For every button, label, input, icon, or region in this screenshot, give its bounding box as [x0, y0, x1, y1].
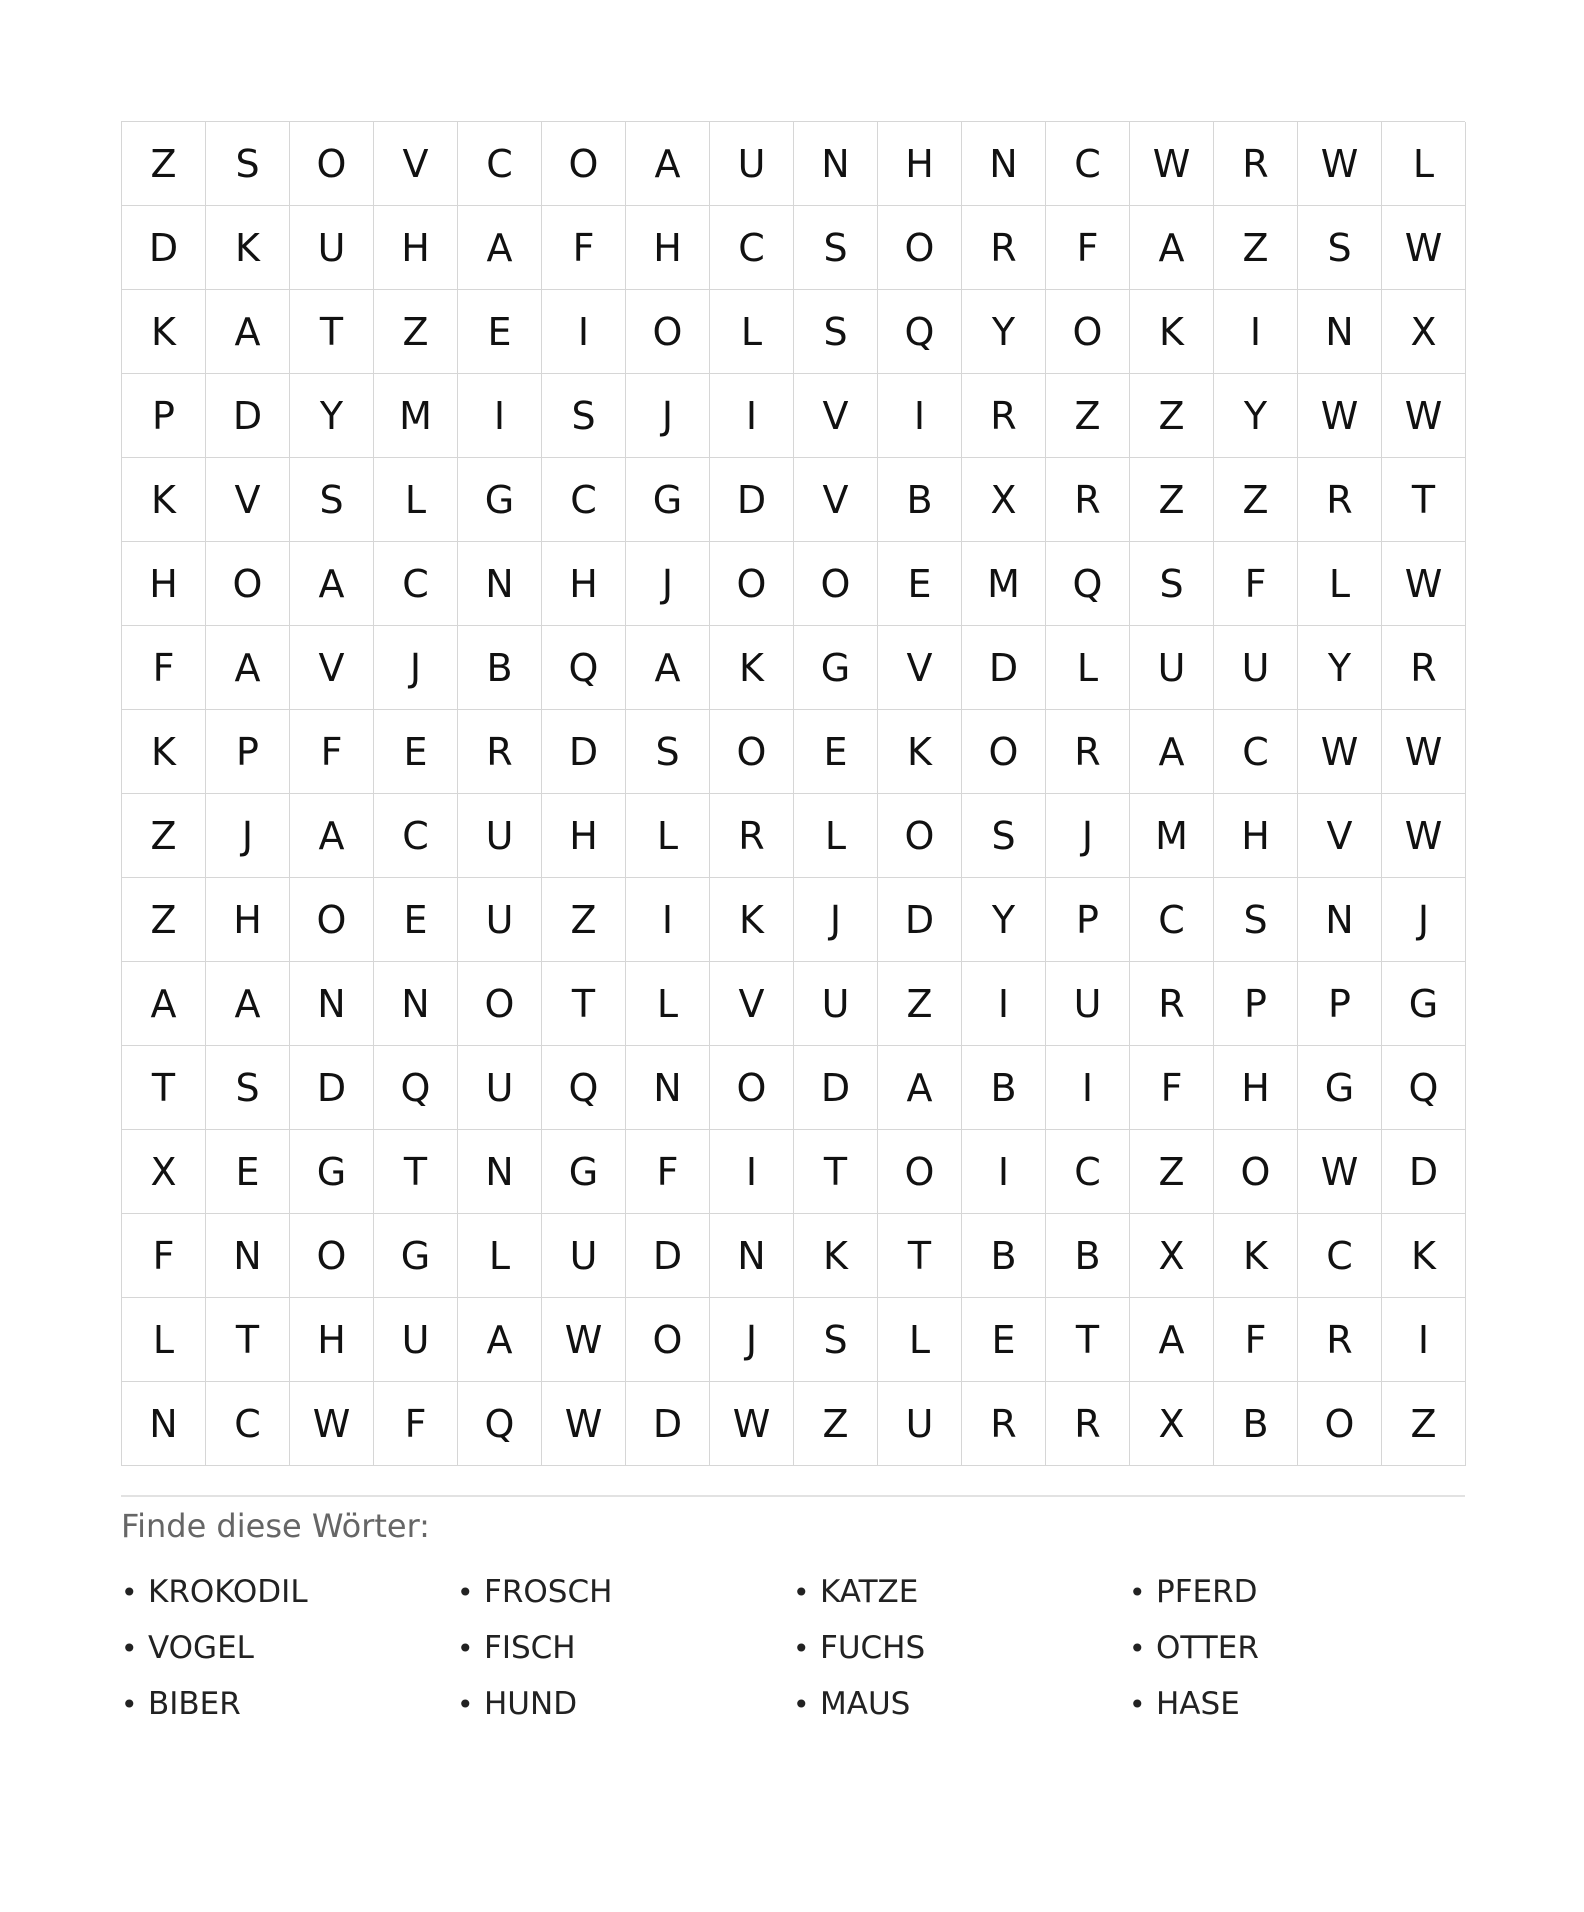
- grid-cell[interactable]: G: [542, 1130, 626, 1214]
- grid-cell[interactable]: T: [122, 1046, 206, 1130]
- grid-cell[interactable]: K: [122, 710, 206, 794]
- grid-cell[interactable]: M: [962, 542, 1046, 626]
- grid-cell[interactable]: C: [1130, 878, 1214, 962]
- word-label: FISCH: [484, 1630, 576, 1666]
- grid-cell[interactable]: T: [878, 1214, 962, 1298]
- grid-cell[interactable]: A: [626, 626, 710, 710]
- grid-cell[interactable]: L: [794, 794, 878, 878]
- bullet-icon: •: [457, 1687, 474, 1721]
- grid-cell[interactable]: C: [542, 458, 626, 542]
- grid-cell[interactable]: A: [206, 626, 290, 710]
- grid-cell[interactable]: R: [962, 1382, 1046, 1466]
- grid-cell[interactable]: O: [290, 1214, 374, 1298]
- grid-cell[interactable]: R: [1298, 458, 1382, 542]
- grid-cell[interactable]: C: [1214, 710, 1298, 794]
- grid-cell[interactable]: Z: [122, 122, 206, 206]
- grid-cell[interactable]: C: [710, 206, 794, 290]
- grid-cell[interactable]: G: [1382, 962, 1466, 1046]
- grid-cell[interactable]: J: [206, 794, 290, 878]
- grid-cell[interactable]: Z: [542, 878, 626, 962]
- grid-cell[interactable]: I: [626, 878, 710, 962]
- grid-cell[interactable]: A: [1130, 1298, 1214, 1382]
- grid-cell[interactable]: V: [374, 122, 458, 206]
- grid-cell[interactable]: G: [794, 626, 878, 710]
- grid-cell[interactable]: J: [1046, 794, 1130, 878]
- grid-cell[interactable]: R: [1046, 710, 1130, 794]
- grid-cell[interactable]: S: [542, 374, 626, 458]
- grid-cell[interactable]: K: [1382, 1214, 1466, 1298]
- word-list-item: [121, 1564, 457, 1620]
- grid-cell[interactable]: X: [1382, 290, 1466, 374]
- grid-cell[interactable]: E: [374, 878, 458, 962]
- grid-cell[interactable]: Q: [542, 626, 626, 710]
- grid-cell[interactable]: L: [1046, 626, 1130, 710]
- grid-cell[interactable]: S: [206, 122, 290, 206]
- grid-cell[interactable]: A: [458, 1298, 542, 1382]
- grid-cell[interactable]: D: [626, 1214, 710, 1298]
- bullet-icon: •: [121, 1687, 138, 1721]
- word-search-puzzle: [121, 121, 1465, 1732]
- grid-cell[interactable]: W: [1298, 710, 1382, 794]
- grid-cell[interactable]: C: [374, 542, 458, 626]
- word-label: KROKODIL: [148, 1574, 308, 1610]
- grid-cell[interactable]: S: [626, 710, 710, 794]
- grid-cell[interactable]: W: [1298, 122, 1382, 206]
- grid-cell[interactable]: I: [1382, 1298, 1466, 1382]
- grid-cell[interactable]: O: [1214, 1130, 1298, 1214]
- word-label: MAUS: [820, 1686, 911, 1722]
- grid-cell[interactable]: X: [962, 458, 1046, 542]
- grid-cell[interactable]: L: [122, 1298, 206, 1382]
- grid-cell[interactable]: I: [962, 1130, 1046, 1214]
- grid-cell[interactable]: Z: [1382, 1382, 1466, 1466]
- bullet-icon: •: [457, 1575, 474, 1609]
- grid-cell[interactable]: Y: [290, 374, 374, 458]
- grid-cell[interactable]: W: [542, 1382, 626, 1466]
- grid-cell[interactable]: R: [1382, 626, 1466, 710]
- grid-cell[interactable]: G: [290, 1130, 374, 1214]
- grid-cell[interactable]: D: [962, 626, 1046, 710]
- grid-cell[interactable]: N: [206, 1214, 290, 1298]
- grid-cell[interactable]: Z: [1214, 206, 1298, 290]
- word-list-item: [457, 1564, 793, 1620]
- grid-cell[interactable]: N: [1298, 290, 1382, 374]
- grid-cell[interactable]: Z: [1130, 1130, 1214, 1214]
- grid-cell[interactable]: A: [458, 206, 542, 290]
- grid-cell[interactable]: A: [290, 542, 374, 626]
- word-list-title: Finde diese Wörter:: [121, 1507, 430, 1545]
- grid-cell[interactable]: A: [290, 794, 374, 878]
- grid-cell[interactable]: F: [1130, 1046, 1214, 1130]
- grid-cell[interactable]: S: [794, 290, 878, 374]
- grid-cell[interactable]: A: [122, 962, 206, 1046]
- grid-cell[interactable]: E: [458, 290, 542, 374]
- grid-cell[interactable]: N: [962, 122, 1046, 206]
- grid-cell[interactable]: J: [710, 1298, 794, 1382]
- word-label: BIBER: [148, 1686, 241, 1722]
- grid-cell[interactable]: W: [1298, 1130, 1382, 1214]
- word-list-item: [121, 1676, 457, 1732]
- grid-cell[interactable]: R: [1214, 122, 1298, 206]
- grid-cell[interactable]: B: [878, 458, 962, 542]
- grid-cell[interactable]: U: [878, 1382, 962, 1466]
- grid-cell[interactable]: H: [878, 122, 962, 206]
- bullet-icon: •: [1129, 1687, 1146, 1721]
- word-list-item: [1129, 1676, 1465, 1732]
- grid-cell[interactable]: Z: [1214, 458, 1298, 542]
- word-list-item: [1129, 1620, 1465, 1676]
- grid-cell[interactable]: U: [710, 122, 794, 206]
- grid-cell[interactable]: Z: [794, 1382, 878, 1466]
- grid-cell[interactable]: T: [1382, 458, 1466, 542]
- grid-cell[interactable]: L: [1298, 542, 1382, 626]
- grid-cell[interactable]: W: [1382, 374, 1466, 458]
- grid-cell[interactable]: F: [1214, 542, 1298, 626]
- grid-cell[interactable]: I: [458, 374, 542, 458]
- grid-cell[interactable]: K: [794, 1214, 878, 1298]
- grid-cell[interactable]: K: [1130, 290, 1214, 374]
- grid-cell[interactable]: X: [1130, 1382, 1214, 1466]
- grid-cell[interactable]: V: [794, 458, 878, 542]
- word-list-item: [457, 1676, 793, 1732]
- grid-cell[interactable]: R: [962, 374, 1046, 458]
- word-list: [121, 1564, 1465, 1732]
- grid-cell[interactable]: U: [458, 1046, 542, 1130]
- grid-cell[interactable]: Q: [878, 290, 962, 374]
- grid-cell[interactable]: E: [962, 1298, 1046, 1382]
- grid-cell[interactable]: T: [794, 1130, 878, 1214]
- grid-cell[interactable]: L: [458, 1214, 542, 1298]
- grid-cell[interactable]: F: [122, 626, 206, 710]
- grid-cell[interactable]: J: [794, 878, 878, 962]
- grid-cell[interactable]: E: [878, 542, 962, 626]
- grid-cell[interactable]: X: [122, 1130, 206, 1214]
- grid-cell[interactable]: Q: [1046, 542, 1130, 626]
- grid-cell[interactable]: R: [1046, 1382, 1130, 1466]
- grid-cell[interactable]: U: [542, 1214, 626, 1298]
- grid-cell[interactable]: D: [1382, 1130, 1466, 1214]
- grid-cell[interactable]: R: [962, 206, 1046, 290]
- grid-cell[interactable]: J: [626, 374, 710, 458]
- bullet-icon: •: [1129, 1631, 1146, 1665]
- grid-cell[interactable]: G: [626, 458, 710, 542]
- grid-cell[interactable]: H: [1214, 794, 1298, 878]
- grid-cell[interactable]: T: [290, 290, 374, 374]
- grid-cell[interactable]: Y: [962, 878, 1046, 962]
- grid-cell[interactable]: H: [626, 206, 710, 290]
- grid-cell[interactable]: D: [542, 710, 626, 794]
- grid-cell[interactable]: N: [794, 122, 878, 206]
- word-label: PFERD: [1156, 1574, 1258, 1610]
- grid-cell[interactable]: N: [122, 1382, 206, 1466]
- grid-cell[interactable]: W: [542, 1298, 626, 1382]
- grid-cell[interactable]: I: [962, 962, 1046, 1046]
- grid-cell[interactable]: E: [794, 710, 878, 794]
- bullet-icon: •: [793, 1687, 810, 1721]
- grid-cell[interactable]: O: [878, 206, 962, 290]
- word-list-item: [121, 1620, 457, 1676]
- word-label: VOGEL: [148, 1630, 254, 1666]
- grid-cell[interactable]: E: [206, 1130, 290, 1214]
- grid-cell[interactable]: W: [1382, 206, 1466, 290]
- grid-cell[interactable]: H: [122, 542, 206, 626]
- grid-cell[interactable]: B: [1046, 1214, 1130, 1298]
- grid-cell[interactable]: T: [374, 1130, 458, 1214]
- grid-cell[interactable]: O: [542, 122, 626, 206]
- grid-cell[interactable]: E: [374, 710, 458, 794]
- grid-cell[interactable]: S: [794, 1298, 878, 1382]
- bullet-icon: •: [121, 1631, 138, 1665]
- grid-cell[interactable]: P: [1046, 878, 1130, 962]
- grid-cell[interactable]: I: [1214, 290, 1298, 374]
- grid-cell[interactable]: N: [290, 962, 374, 1046]
- grid-cell[interactable]: H: [206, 878, 290, 962]
- grid-cell[interactable]: O: [206, 542, 290, 626]
- grid-cell[interactable]: O: [710, 1046, 794, 1130]
- grid-cell[interactable]: V: [290, 626, 374, 710]
- grid-cell[interactable]: R: [1046, 458, 1130, 542]
- grid-cell[interactable]: H: [542, 794, 626, 878]
- grid-cell[interactable]: K: [122, 458, 206, 542]
- grid-cell[interactable]: R: [710, 794, 794, 878]
- grid-cell[interactable]: O: [710, 542, 794, 626]
- grid-cell[interactable]: L: [626, 962, 710, 1046]
- grid-cell[interactable]: U: [458, 794, 542, 878]
- word-label: FUCHS: [820, 1630, 926, 1666]
- grid-cell[interactable]: O: [710, 710, 794, 794]
- grid-cell[interactable]: R: [1298, 1298, 1382, 1382]
- grid-cell[interactable]: L: [626, 794, 710, 878]
- grid-cell[interactable]: Z: [878, 962, 962, 1046]
- grid-cell[interactable]: Z: [1130, 374, 1214, 458]
- grid-cell[interactable]: W: [1382, 542, 1466, 626]
- grid-cell[interactable]: K: [878, 710, 962, 794]
- grid-cell[interactable]: C: [206, 1382, 290, 1466]
- grid-cell[interactable]: D: [626, 1382, 710, 1466]
- grid-cell[interactable]: W: [290, 1382, 374, 1466]
- grid-cell[interactable]: O: [458, 962, 542, 1046]
- grid-cell[interactable]: D: [710, 458, 794, 542]
- grid-cell[interactable]: O: [626, 1298, 710, 1382]
- grid-cell[interactable]: F: [542, 206, 626, 290]
- grid-cell[interactable]: I: [710, 374, 794, 458]
- grid-cell[interactable]: A: [206, 962, 290, 1046]
- grid-cell[interactable]: C: [1046, 122, 1130, 206]
- grid-cell[interactable]: K: [710, 878, 794, 962]
- grid-cell[interactable]: X: [1130, 1214, 1214, 1298]
- grid-cell[interactable]: P: [206, 710, 290, 794]
- grid-cell[interactable]: I: [710, 1130, 794, 1214]
- grid-cell[interactable]: V: [1298, 794, 1382, 878]
- grid-cell[interactable]: I: [542, 290, 626, 374]
- grid-cell[interactable]: F: [626, 1130, 710, 1214]
- grid-cell[interactable]: M: [374, 374, 458, 458]
- grid-cell[interactable]: G: [1298, 1046, 1382, 1130]
- word-list-item: [793, 1676, 1129, 1732]
- word-label: FROSCH: [484, 1574, 613, 1610]
- grid-cell[interactable]: W: [1130, 122, 1214, 206]
- grid-cell[interactable]: S: [794, 206, 878, 290]
- grid-cell[interactable]: Z: [1046, 374, 1130, 458]
- grid-cell[interactable]: P: [122, 374, 206, 458]
- grid-cell[interactable]: B: [962, 1214, 1046, 1298]
- grid-cell[interactable]: A: [206, 290, 290, 374]
- grid-cell[interactable]: W: [1298, 374, 1382, 458]
- grid-cell[interactable]: A: [878, 1046, 962, 1130]
- grid-cell[interactable]: A: [1130, 206, 1214, 290]
- word-list-item: [457, 1620, 793, 1676]
- grid-cell[interactable]: V: [794, 374, 878, 458]
- grid-cell[interactable]: Z: [374, 290, 458, 374]
- grid-cell[interactable]: N: [1298, 878, 1382, 962]
- grid-cell[interactable]: S: [1298, 206, 1382, 290]
- grid-cell[interactable]: Q: [542, 1046, 626, 1130]
- grid-cell[interactable]: I: [1046, 1046, 1130, 1130]
- grid-cell[interactable]: S: [290, 458, 374, 542]
- grid-cell[interactable]: H: [542, 542, 626, 626]
- bullet-icon: •: [793, 1631, 810, 1665]
- grid-cell[interactable]: R: [1130, 962, 1214, 1046]
- grid-cell[interactable]: Q: [458, 1382, 542, 1466]
- grid-cell[interactable]: V: [710, 962, 794, 1046]
- grid-cell[interactable]: G: [458, 458, 542, 542]
- grid-cell[interactable]: W: [1382, 710, 1466, 794]
- grid-cell[interactable]: U: [1214, 626, 1298, 710]
- grid-cell[interactable]: C: [374, 794, 458, 878]
- grid-cell[interactable]: F: [122, 1214, 206, 1298]
- grid-cell[interactable]: F: [290, 710, 374, 794]
- grid-cell[interactable]: O: [626, 290, 710, 374]
- grid-cell[interactable]: K: [206, 206, 290, 290]
- grid-cell[interactable]: O: [1298, 1382, 1382, 1466]
- grid-cell[interactable]: W: [710, 1382, 794, 1466]
- grid-cell[interactable]: S: [1130, 542, 1214, 626]
- grid-cell[interactable]: O: [290, 122, 374, 206]
- grid-cell[interactable]: U: [1130, 626, 1214, 710]
- grid-cell[interactable]: P: [1214, 962, 1298, 1046]
- grid-cell[interactable]: C: [1046, 1130, 1130, 1214]
- grid-cell[interactable]: N: [626, 1046, 710, 1130]
- grid-cell[interactable]: K: [710, 626, 794, 710]
- grid-cell[interactable]: U: [794, 962, 878, 1046]
- grid-cell[interactable]: O: [290, 878, 374, 962]
- grid-cell[interactable]: S: [1214, 878, 1298, 962]
- grid-cell[interactable]: G: [374, 1214, 458, 1298]
- grid-cell[interactable]: O: [878, 794, 962, 878]
- grid-cell[interactable]: C: [458, 122, 542, 206]
- grid-cell[interactable]: F: [1214, 1298, 1298, 1382]
- grid-cell[interactable]: Z: [122, 794, 206, 878]
- grid-cell[interactable]: N: [458, 542, 542, 626]
- grid-cell[interactable]: D: [794, 1046, 878, 1130]
- word-label: KATZE: [820, 1574, 919, 1610]
- grid-cell[interactable]: M: [1130, 794, 1214, 878]
- word-list-item: [1129, 1564, 1465, 1620]
- grid-cell[interactable]: Q: [1382, 1046, 1466, 1130]
- grid-cell[interactable]: L: [374, 458, 458, 542]
- divider: [121, 1495, 1465, 1497]
- grid-cell[interactable]: F: [1046, 206, 1130, 290]
- grid-cell[interactable]: Q: [374, 1046, 458, 1130]
- grid-cell[interactable]: L: [878, 1298, 962, 1382]
- grid-cell[interactable]: P: [1298, 962, 1382, 1046]
- grid-cell[interactable]: A: [626, 122, 710, 206]
- bullet-icon: •: [457, 1631, 474, 1665]
- grid-cell[interactable]: C: [1298, 1214, 1382, 1298]
- grid-cell[interactable]: Y: [1298, 626, 1382, 710]
- grid-cell[interactable]: H: [374, 206, 458, 290]
- grid-cell[interactable]: J: [1382, 878, 1466, 962]
- grid-cell[interactable]: J: [374, 626, 458, 710]
- grid-cell[interactable]: O: [962, 710, 1046, 794]
- grid-cell[interactable]: N: [374, 962, 458, 1046]
- grid-cell[interactable]: K: [122, 290, 206, 374]
- grid-cell[interactable]: T: [1046, 1298, 1130, 1382]
- grid-cell[interactable]: U: [458, 878, 542, 962]
- grid-cell[interactable]: S: [962, 794, 1046, 878]
- grid-cell[interactable]: D: [122, 206, 206, 290]
- grid-cell[interactable]: U: [1046, 962, 1130, 1046]
- grid-cell[interactable]: H: [290, 1298, 374, 1382]
- grid-cell[interactable]: B: [458, 626, 542, 710]
- grid-cell[interactable]: F: [374, 1382, 458, 1466]
- grid-cell[interactable]: R: [458, 710, 542, 794]
- bullet-icon: •: [793, 1575, 810, 1609]
- word-list-item: [793, 1620, 1129, 1676]
- grid-cell[interactable]: Y: [962, 290, 1046, 374]
- bullet-icon: •: [121, 1575, 138, 1609]
- grid-cell[interactable]: U: [290, 206, 374, 290]
- grid-cell[interactable]: T: [206, 1298, 290, 1382]
- bullet-icon: •: [1129, 1575, 1146, 1609]
- grid-cell[interactable]: H: [1214, 1046, 1298, 1130]
- grid-cell[interactable]: K: [1214, 1214, 1298, 1298]
- grid-cell[interactable]: V: [878, 626, 962, 710]
- grid-cell[interactable]: T: [542, 962, 626, 1046]
- grid-cell[interactable]: L: [710, 290, 794, 374]
- grid-cell[interactable]: N: [710, 1214, 794, 1298]
- grid-cell[interactable]: W: [1382, 794, 1466, 878]
- grid-cell[interactable]: L: [1382, 122, 1466, 206]
- grid-cell[interactable]: I: [878, 374, 962, 458]
- grid-cell[interactable]: B: [1214, 1382, 1298, 1466]
- grid-cell[interactable]: O: [794, 542, 878, 626]
- word-label: OTTER: [1156, 1630, 1259, 1666]
- word-label: HUND: [484, 1686, 578, 1722]
- letter-grid: [121, 121, 1465, 1466]
- grid-cell[interactable]: D: [878, 878, 962, 962]
- grid-cell[interactable]: V: [206, 458, 290, 542]
- grid-cell[interactable]: Z: [122, 878, 206, 962]
- grid-cell[interactable]: U: [374, 1298, 458, 1382]
- grid-cell[interactable]: Y: [1214, 374, 1298, 458]
- grid-cell[interactable]: O: [878, 1130, 962, 1214]
- grid-cell[interactable]: J: [626, 542, 710, 626]
- word-list-item: [793, 1564, 1129, 1620]
- grid-cell[interactable]: Z: [1130, 458, 1214, 542]
- word-label: HASE: [1156, 1686, 1240, 1722]
- grid-cell[interactable]: D: [290, 1046, 374, 1130]
- grid-cell[interactable]: O: [1046, 290, 1130, 374]
- grid-cell[interactable]: D: [206, 374, 290, 458]
- grid-cell[interactable]: A: [1130, 710, 1214, 794]
- grid-cell[interactable]: N: [458, 1130, 542, 1214]
- grid-cell[interactable]: S: [206, 1046, 290, 1130]
- grid-cell[interactable]: B: [962, 1046, 1046, 1130]
